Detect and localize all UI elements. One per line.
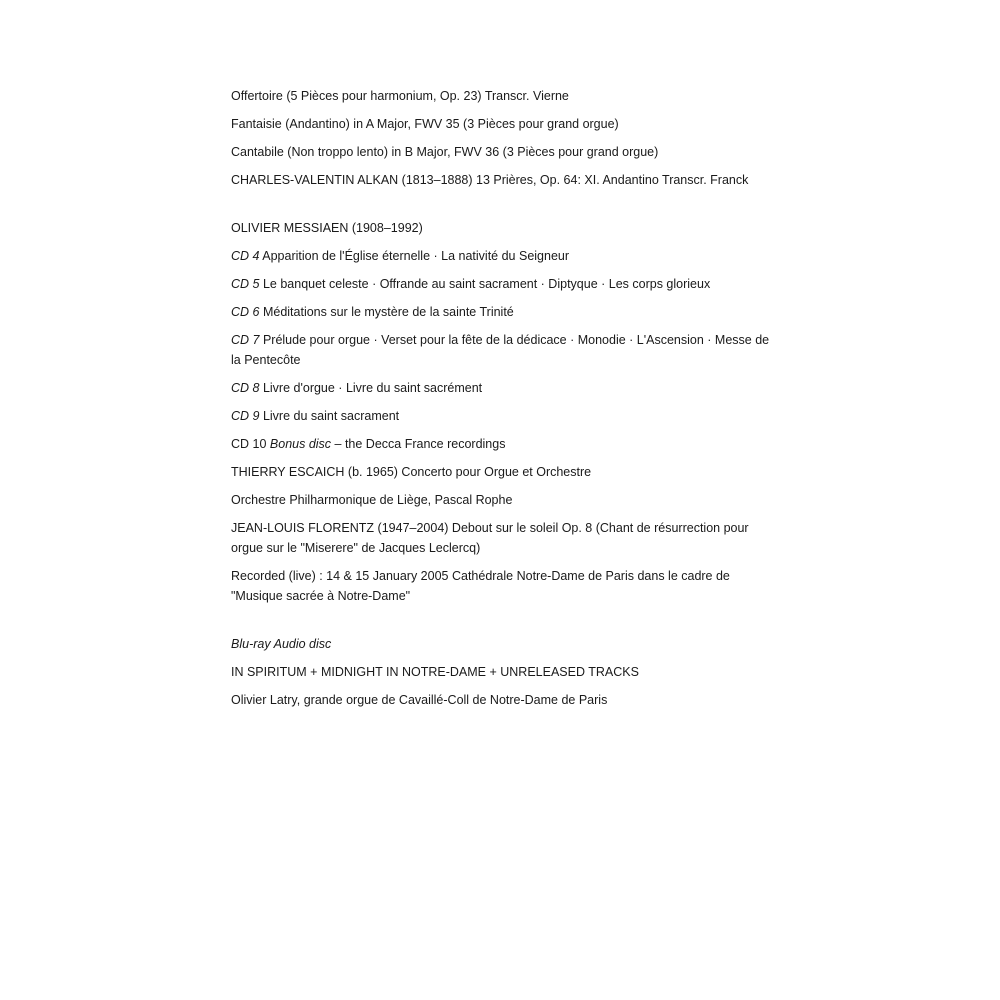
bluray-performer: Olivier Latry, grande orgue de Cavaillé-Coll de Notre-Dame de Paris [231, 693, 608, 707]
track-alkan: CHARLES-VALENTIN ALKAN (1813–1888) 13 Prières, Op. 64: XI. Andantino Transcr. Franck [231, 173, 749, 187]
cd-content: – the Decca France recordings [331, 437, 506, 451]
cd9-entry [231, 406, 776, 426]
cd-label: CD 8 [231, 381, 260, 395]
cd5-entry [231, 274, 776, 294]
cd-content: Prélude pour orgue · Verset pour la fête de la dédicace · Monodie · L'Ascension · Messe de la Pentecôte [231, 333, 770, 367]
florentz-work: JEAN-LOUIS FLORENTZ (1947–2004) Debout sur le soleil Op. 8 (Chant de résurrection pour orgue sur le "Miserere" de Jacques Leclercq) [231, 521, 749, 555]
messiaen-heading: OLIVIER MESSIAEN (1908–1992) [231, 221, 423, 235]
bluray-heading: Blu-ray Audio disc [231, 637, 332, 651]
cd-content: Le banquet celeste · Offrande au saint sacrament · Diptyque · Les corps glorieux [259, 277, 711, 291]
cd-label: CD 4 [231, 249, 260, 263]
cd-content: Livre d'orgue · Livre du saint sacrément [259, 381, 483, 395]
escaich-performers: Orchestre Philharmonique de Liège, Pascal Rophe [231, 493, 513, 507]
cd10-entry [231, 434, 776, 454]
cd-label: CD 9 [231, 409, 260, 423]
cd8-entry [231, 378, 776, 398]
track-offertoire: Offertoire (5 Pièces pour harmonium, Op. 23) Transcr. Vierne [231, 89, 569, 103]
recording-info: Recorded (live) : 14 & 15 January 2005 Cathédrale Notre-Dame de Paris dans le cadre de "Musique sacrée à Notre-Dame" [231, 569, 730, 603]
cd-label: CD 5 [231, 277, 260, 291]
escaich-work: THIERRY ESCAICH (b. 1965) Concerto pour Orgue et Orchestre [231, 465, 592, 479]
cd7-entry [231, 330, 776, 370]
spacer [231, 614, 776, 634]
cd-content: Méditations sur le mystère de la sainte Trinité [259, 305, 514, 319]
cd6-entry [231, 302, 776, 322]
cd-label: CD 7 [231, 333, 260, 347]
bonus-disc-label: Bonus disc [266, 437, 332, 451]
cd-label: CD 6 [231, 305, 260, 319]
cd-label: CD 10 [231, 437, 267, 451]
cd-content: Apparition de l'Église éternelle · La nativité du Seigneur [259, 249, 570, 263]
track-cantabile: Cantabile (Non troppo lento) in B Major, FWV 36 (3 Pièces pour grand orgue) [231, 145, 659, 159]
cd-content: Livre du saint sacrament [259, 409, 400, 423]
spacer [231, 198, 776, 218]
track-fantaisie: Fantaisie (Andantino) in A Major, FWV 35 (3 Pièces pour grand orgue) [231, 117, 619, 131]
cd4-entry [231, 246, 776, 266]
bluray-content: IN SPIRITUM + MIDNIGHT IN NOTRE-DAME + UNRELEASED TRACKS [231, 665, 639, 679]
tracklist-document [231, 86, 776, 718]
